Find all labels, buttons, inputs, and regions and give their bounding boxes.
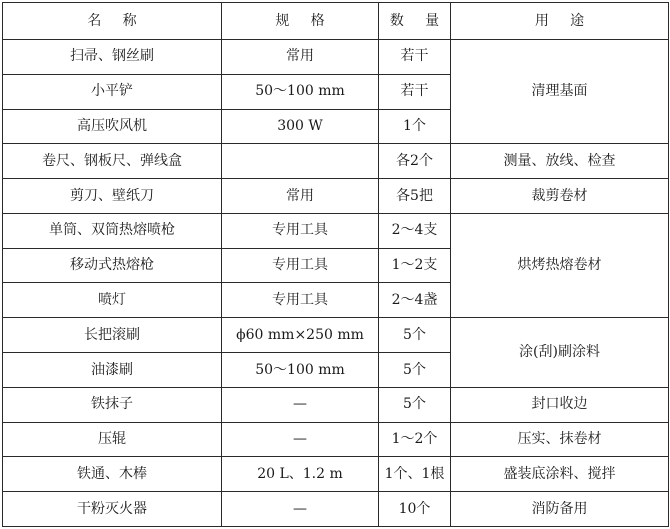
cell-qty: 5个	[379, 387, 451, 422]
cell-use: 盛装底涂料、搅拌	[451, 457, 669, 492]
cell-qty: 1个	[379, 109, 451, 144]
cell-name: 小平铲	[3, 74, 222, 109]
table-row	[3, 179, 669, 214]
cell-qty: 2～4盏	[379, 283, 451, 318]
table-row	[3, 492, 669, 527]
cell-qty: 2～4支	[379, 213, 451, 248]
cell-spec: —	[222, 422, 379, 457]
cell-name: 干粉灭火器	[3, 492, 222, 527]
table-row	[3, 40, 669, 75]
cell-qty: 1～2支	[379, 248, 451, 283]
cell-use: 测量、放线、检查	[451, 144, 669, 179]
cell-name: 油漆刷	[3, 353, 222, 388]
cell-spec: 专用工具	[222, 213, 379, 248]
cell-name: 移动式热熔枪	[3, 248, 222, 283]
cell-spec: —	[222, 387, 379, 422]
table-row	[3, 387, 669, 422]
cell-name: 高压吹风机	[3, 109, 222, 144]
cell-spec: 300 W	[222, 109, 379, 144]
cell-spec: 常用	[222, 40, 379, 75]
cell-spec: 专用工具	[222, 248, 379, 283]
cell-spec: ϕ60 mm×250 mm	[222, 318, 379, 353]
cell-name: 压辊	[3, 422, 222, 457]
header-spec: 规 格	[222, 3, 379, 40]
table-row	[3, 422, 669, 457]
cell-use: 消防备用	[451, 492, 669, 527]
cell-spec: 专用工具	[222, 283, 379, 318]
cell-spec: —	[222, 492, 379, 527]
cell-qty: 各5把	[379, 179, 451, 214]
cell-use: 裁剪卷材	[451, 179, 669, 214]
cell-spec	[222, 144, 379, 179]
cell-name: 喷灯	[3, 283, 222, 318]
cell-use: 涂(刮)刷涂料	[451, 318, 669, 388]
cell-qty: 10个	[379, 492, 451, 527]
cell-qty: 1～2个	[379, 422, 451, 457]
cell-name: 铁抹子	[3, 387, 222, 422]
cell-qty: 1个、1根	[379, 457, 451, 492]
cell-spec: 20 L、1.2 m	[222, 457, 379, 492]
table-row	[3, 144, 669, 179]
cell-use: 烘烤热熔卷材	[451, 213, 669, 317]
cell-qty: 若干	[379, 74, 451, 109]
header-row	[3, 3, 669, 40]
cell-name: 单筒、双筒热熔喷枪	[3, 213, 222, 248]
cell-qty: 5个	[379, 318, 451, 353]
header-qty: 数 量	[379, 3, 451, 40]
header-name: 名 称	[3, 3, 222, 40]
tools-table	[2, 2, 669, 527]
cell-qty: 若干	[379, 40, 451, 75]
table-row	[3, 213, 669, 248]
table-row	[3, 457, 669, 492]
cell-use: 压实、抹卷材	[451, 422, 669, 457]
cell-qty: 5个	[379, 353, 451, 388]
cell-name: 剪刀、壁纸刀	[3, 179, 222, 214]
cell-use: 清理基面	[451, 40, 669, 144]
cell-spec: 50～100 mm	[222, 353, 379, 388]
header-use: 用 途	[451, 3, 669, 40]
table-row	[3, 318, 669, 353]
cell-name: 长把滚刷	[3, 318, 222, 353]
cell-qty: 各2个	[379, 144, 451, 179]
cell-spec: 常用	[222, 179, 379, 214]
cell-name: 铁通、木棒	[3, 457, 222, 492]
cell-use: 封口收边	[451, 387, 669, 422]
cell-name: 卷尺、钢板尺、弹线盒	[3, 144, 222, 179]
cell-spec: 50～100 mm	[222, 74, 379, 109]
cell-name: 扫帚、钢丝刷	[3, 40, 222, 75]
